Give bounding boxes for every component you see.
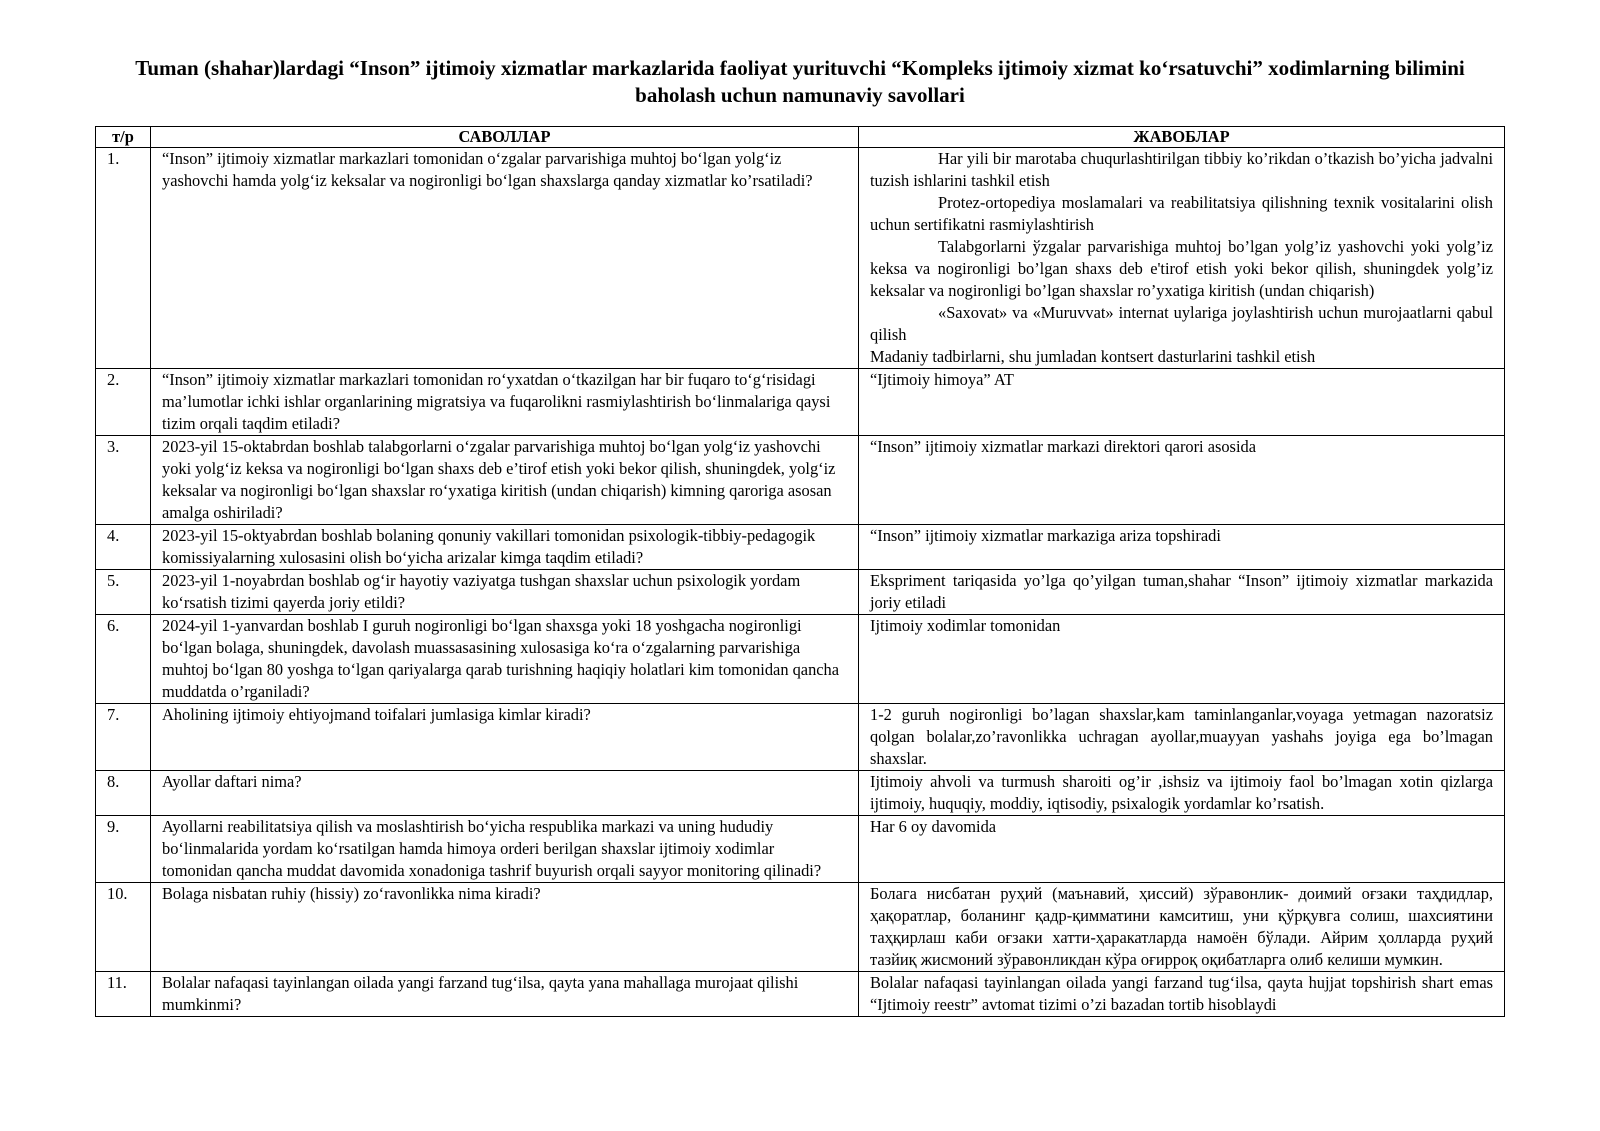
table-row — [96, 525, 1505, 570]
row-number: 4. — [96, 525, 151, 570]
answer-cell: Болага нисбатан руҳий (маънавий, ҳиссий) зўравонлик- доимий оғзаки таҳдидлар, ҳақоратлар, боланинг қадр-қимматини камситиш, уни қўрқувга солиш, шахсиятини таҳқирлаш каби оғзаки хатти-ҳаракатларда намоён бўлади. Айрим ҳолларда руҳий тазйиқ жисмоний зўравонликдан кўра оғирроқ оқибатларга олиб келиши мумкин. — [859, 883, 1505, 972]
table-row — [96, 570, 1505, 615]
answer-cell: “Inson” ijtimoiy xizmatlar markazi direktori qarori asosida — [859, 436, 1505, 525]
answer-cell: “Ijtimoiy himoya” AT — [859, 369, 1505, 436]
row-number: 9. — [96, 816, 151, 883]
answer-cell: Har 6 oy davomida — [859, 816, 1505, 883]
row-number: 8. — [96, 771, 151, 816]
table-row — [96, 369, 1505, 436]
table-row — [96, 816, 1505, 883]
row-number: 3. — [96, 436, 151, 525]
question-cell: 2024-yil 1-yanvardan boshlab I guruh nogironligi bo‘lgan shaxsga yoki 18 yoshgacha nogironligi bo‘lgan bolaga, shuningdek, davolash muassasasining xulosasiga ko‘ra o‘zgalarning parvarishiga muhtoj bo‘lgan 80 yoshga to‘lgan qariyalarga qarab turishning haqiqiy holatlari kim tomonidan qancha muddatda o’rganiladi? — [151, 615, 859, 704]
answer-cell: Ijtimoiy ahvoli va turmush sharoiti og’ir ,ishsiz va ijtimoiy faol bo’lmagan xotin qizlarga ijtimoiy, huquqiy, moddiy, iqtisodiy, psixalogik yordamlar ko’rsatish. — [859, 771, 1505, 816]
header-answers: ЖАВОБЛАР — [859, 127, 1505, 148]
answer-paragraph: Madaniy tadbirlarni, shu jumladan kontsert dasturlarini tashkil etish — [870, 347, 1316, 366]
answer-paragraph: «Saxovat» va «Muruvvat» internat uylariga joylashtirish uchun murojaatlarni qabul qilish — [870, 303, 1493, 344]
document-title: Tuman (shahar)lardagi “Inson” ijtimoiy xizmatlar markazlarida faoliyat yurituvchi “Kompleks ijtimoiy xizmat ko‘rsatuvchi” xodimlarning bilimini baholash uchun namunaviy savollari — [135, 56, 1465, 107]
question-cell: Bolalar nafaqasi tayinlangan oilada yangi farzand tug‘ilsa, qayta yana mahallaga murojaat qilishi mumkinmi? — [151, 972, 859, 1017]
answer-cell: Ekspriment tariqasida yo’lga qo’yilgan tuman,shahar “Inson” ijtimoiy xizmatlar markazida joriy etiladi — [859, 570, 1505, 615]
question-cell: 2023-yil 1-noyabrdan boshlab og‘ir hayotiy vaziyatga tushgan shaxslar uchun psixologik yordam ko‘rsatish tizimi qayerda joriy etildi? — [151, 570, 859, 615]
row-number: 5. — [96, 570, 151, 615]
header-questions: САВОЛЛАР — [151, 127, 859, 148]
table-header-row — [96, 127, 1505, 148]
questions-answers-table — [95, 126, 1505, 1017]
answer-paragraph: Protez-ortopediya moslamalari va reabilitatsiya qilishning texnik vositalarini olish uchun sertifikatni rasmiylashtirish — [870, 193, 1493, 234]
question-cell: 2023-yil 15-oktabrdan boshlab talabgorlarni o‘zgalar parvarishiga muhtoj bo‘lgan yolg‘iz yashovchi yoki yolg‘iz keksa va nogironligi bo‘lgan shaxs deb e’tirof etish yoki bekor qilish, shuningdek, yolg‘iz keksalar va nogironligi bo‘lgan shaxslar ro‘yxatiga kiritish (undan chiqarish) kimning qaroriga asosan amalga oshiriladi? — [151, 436, 859, 525]
question-cell: Ayollar daftari nima? — [151, 771, 859, 816]
table-row — [96, 436, 1505, 525]
table-row — [96, 704, 1505, 771]
answer-cell: “Inson” ijtimoiy xizmatlar markaziga ariza topshiradi — [859, 525, 1505, 570]
row-number: 10. — [96, 883, 151, 972]
question-cell: Ayollarni reabilitatsiya qilish va moslashtirish bo‘yicha respublika markazi va uning hududiy bo‘linmalarida yordam ko‘rsatilgan hamda himoya orderi berilgan shaxslar ijtimoiy xodimlar tomonidan qancha muddat davomida xonadoniga tashrif buyurish orqali sayyor monitoring qilinadi? — [151, 816, 859, 883]
question-cell: “Inson” ijtimoiy xizmatlar markazlari tomonidan ro‘yxatdan o‘tkazilgan har bir fuqaro to‘g‘risidagi ma’lumotlar ichki ishlar organlarining migratsiya va fuqarolikni rasmiylashtirish bo‘linmalariga qaysi tizim orqali taqdim etiladi? — [151, 369, 859, 436]
table-row — [96, 771, 1505, 816]
table-row — [96, 972, 1505, 1017]
answer-paragraph: Har yili bir marotaba chuqurlashtirilgan tibbiy ko’rikdan o’tkazish bo’yicha jadvalni tuzish ishlarini tashkil etish — [870, 149, 1493, 190]
question-cell: Bolaga nisbatan ruhiy (hissiy) zo‘ravonlikka nima kiradi? — [151, 883, 859, 972]
answer-cell: Bolalar nafaqasi tayinlangan oilada yangi farzand tug‘ilsa, qayta hujjat topshirish shart emas “Ijtimoiy reestr” avtomat tizimi o’zi bazadan tortib hisoblaydi — [859, 972, 1505, 1017]
answer-cell: Ijtimoiy xodimlar tomonidan — [859, 615, 1505, 704]
table-row — [96, 615, 1505, 704]
table-row — [96, 148, 1505, 369]
answer-paragraph: Talabgorlarni ўzgalar parvarishiga muhtoj bo’lgan yolg’iz yashovchi yoki yolg’iz keksa va nogironligi bo’lgan shaxs deb e'tirof etish yoki bekor qilish, shuningdek yolg’iz keksalar va nogironligi bo’lgan shaxslar ro’yxatiga kiritish (undan chiqarish) — [870, 237, 1493, 300]
question-cell: “Inson” ijtimoiy xizmatlar markazlari tomonidan o‘zgalar parvarishiga muhtoj bo‘lgan yolg‘iz yashovchi hamda yolg‘iz keksalar va nogironligi bo‘lgan shaxslarga qanday xizmatlar ko’rsatiladi? — [151, 148, 859, 369]
row-number: 11. — [96, 972, 151, 1017]
row-number: 1. — [96, 148, 151, 369]
table-row — [96, 883, 1505, 972]
answer-cell — [859, 148, 1505, 369]
question-cell: 2023-yil 15-oktyabrdan boshlab bolaning qonuniy vakillari tomonidan psixologik-tibbiy-pedagogik komissiyalarning xulosasini olish bo‘yicha arizalar kimga taqdim etiladi? — [151, 525, 859, 570]
row-number: 6. — [96, 615, 151, 704]
row-number: 7. — [96, 704, 151, 771]
header-number: т/р — [96, 127, 151, 148]
question-cell: Aholining ijtimoiy ehtiyojmand toifalari jumlasiga kimlar kiradi? — [151, 704, 859, 771]
answer-cell: 1-2 guruh nogironligi bo’lagan shaxslar,kam taminlanganlar,voyaga yetmagan nazoratsiz qolgan bolalar,zo’ravonlikka uchragan ayollar,muayyan yashahs joyiga ega bo’lmagan shaxslar. — [859, 704, 1505, 771]
row-number: 2. — [96, 369, 151, 436]
